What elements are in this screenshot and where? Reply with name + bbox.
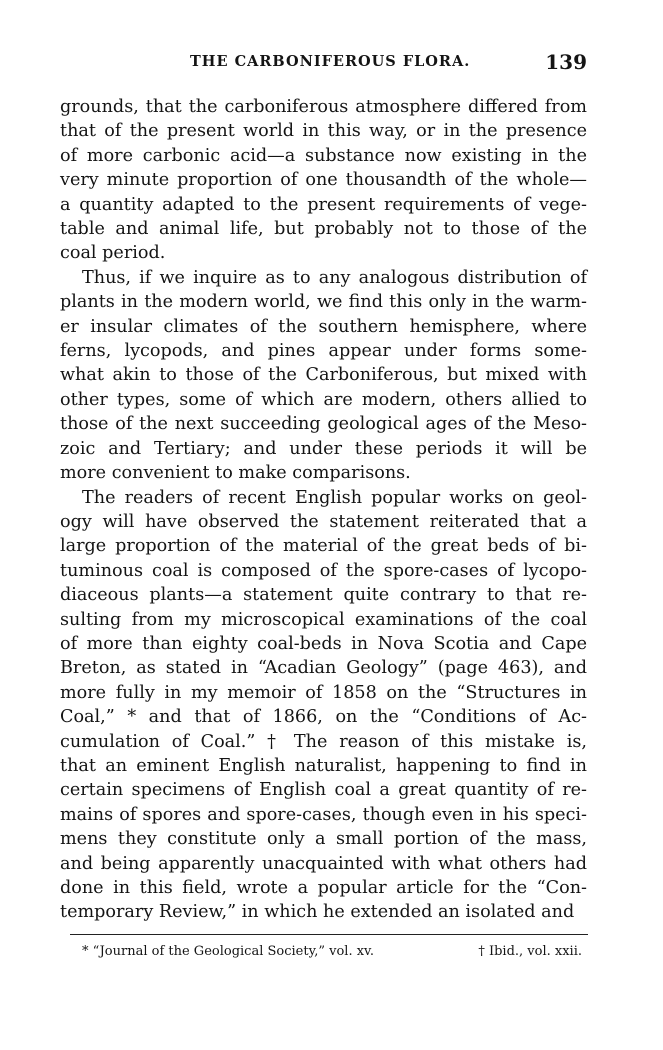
text-line: that of the present world in this way, or in the presence [60,121,587,142]
text-line: ferns, lycopods, and pines appear under forms some- [60,341,587,362]
running-head: THE CARBONIFEROUS FLORA. [190,53,471,70]
text-line: other types, some of which are modern, others allied to [60,389,587,410]
text-line: of more than eighty coal-beds in Nova Scotia and Cape [60,633,587,654]
text-line: coal period. [60,243,166,264]
text-line: Thus, if we inquire as to any analogous distribution of [82,267,587,288]
text-line: done in this field, wrote a popular article for the “Con- [60,878,587,898]
paragraph [60,266,587,486]
text-line: mains of spores and spore-cases, though even in his speci- [60,804,587,825]
footnote-rule [70,934,588,935]
text-line: ogy will have observed the statement reiterated that a [60,511,587,532]
text-line: more convenient to make comparisons. [60,463,411,484]
page-header [60,50,587,76]
text-line: large proportion of the material of the great beds of bi- [60,536,587,557]
text-line: Breton, as stated in “Acadian Geology” (page 463), and [60,658,587,679]
body-text [60,95,587,925]
text-line: zoic and Tertiary; and under these periods it will be [60,438,587,459]
text-line: very minute proportion of one thousandth of the whole— [60,170,587,191]
text-line: temporary Review,” in which he extended an isolated and [60,902,575,923]
text-line: sulting from my microscopical examinations of the coal [60,609,587,630]
text-line: er insular climates of the southern hemisphere, where [60,316,587,337]
text-line: grounds, that the carboniferous atmosphere differed from [60,97,587,117]
paragraph [60,486,587,925]
text-line: Coal,” * and that of 1866, on the “Conditions of Ac- [60,707,587,728]
text-line: table and animal life, but probably not to those of the [60,219,587,240]
text-line: those of the next succeeding geological ages of the Meso- [60,414,587,435]
text-line: diaceous plants—a statement quite contrary to that re- [60,585,587,606]
paragraph [60,95,587,266]
text-line: more fully in my memoir of 1858 on the “Structures in [60,682,587,703]
text-line: of more carbonic acid—a substance now existing in the [60,145,587,166]
text-line: that an eminent English naturalist, happening to find in [60,755,587,776]
text-line: The readers of recent English popular works on geol- [82,487,587,508]
text-line: mens they constitute only a small portion of the mass, [60,829,587,850]
text-line: plants in the modern world, we find this only in the warm- [60,292,587,313]
text-line: tuminous coal is composed of the spore-cases of lycopo- [60,560,587,581]
footnotes [82,944,582,966]
text-line: a quantity adapted to the present requirements of vege- [60,194,587,215]
page-number: 139 [545,50,587,74]
text-line: cumulation of Coal.” † The reason of this mistake is, [60,731,587,752]
text-line: certain specimens of English coal a great quantity of re- [60,780,587,801]
text-line: and being apparently unacquainted with what others had [60,853,587,874]
text-line: what akin to those of the Carboniferous, but mixed with [60,365,587,386]
footnote-ibid: † Ibid., vol. xxii. [478,944,582,959]
footnote-journal: * “Journal of the Geological Society,” vol. xv. [82,944,374,959]
